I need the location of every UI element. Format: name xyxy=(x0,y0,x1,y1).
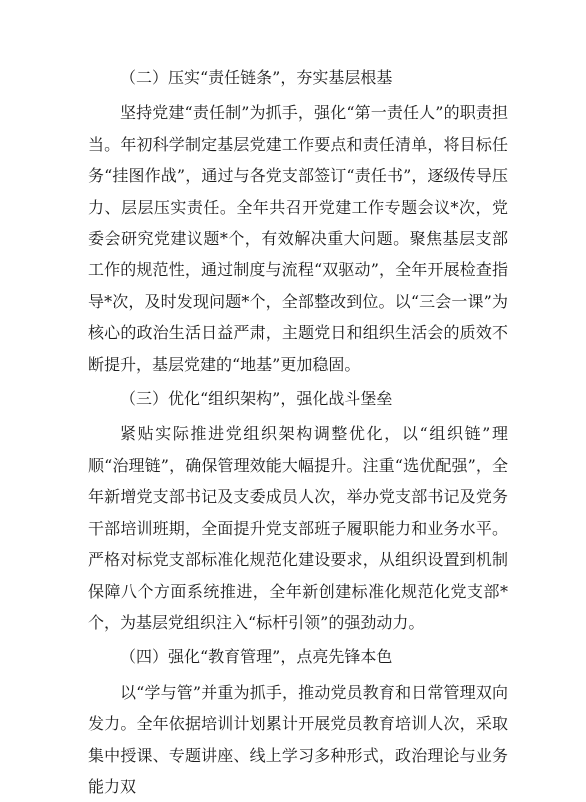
section-heading-4: （四）强化“教育管理”，点亮先锋本色 xyxy=(120,647,393,667)
section-paragraph-4: 以“学与管”并重为抓手，推动党员教育和日常管理双向发力。全年依据培训计划累计开展党员教育培训人次，采取集中授课、专题讲座、线上学习多种形式，政治理论与业务能力双 xyxy=(88,682,508,796)
section-heading-2: （二）压实“责任链条”，夯实基层根基 xyxy=(120,68,393,87)
document-body xyxy=(88,62,508,802)
section-paragraph-2: 坚持党建“责任制”为抓手，强化“第一责任人”的职责担当。年初科学制定基层党建工作要点和责任清单，将目标任务“挂图作战”，通过与各党支部签订“责任书”，逐级传导压力、层层压实责任。全年共召开党建工作专题会议*次，党委会研究党建议题*个，有效解决重大问题。聚焦基层支部工作的规范性，通过制度与流程“双驱动”，全年开展检查指导*次，及时发现问题*个，全部整改到位。以“三会一课”为核心的政治生活日益严肃，主题党日和组织生活会的质效不断提升，基层党建的“地基”更加稳固。 xyxy=(88,103,508,374)
section-paragraph-3: 紧贴实际推进党组织架构调整优化，以“组织链”理顺“治理链”，确保管理效能大幅提升。注重“选优配强”，全年新增党支部书记及支委成员人次，举办党支部书记及党务干部培训班期，全面提升党支部班子履职能力和业务水平。严格对标党支部标准化规范化建设要求，从组织设置到机制保障八个方面系统推进，全年新创建标准化规范化党支部*个，为基层党组织注入“标杆引领”的强劲动力。 xyxy=(88,424,508,632)
section-heading-3: （三）优化“组织架构”，强化战斗堡垒 xyxy=(120,389,393,409)
